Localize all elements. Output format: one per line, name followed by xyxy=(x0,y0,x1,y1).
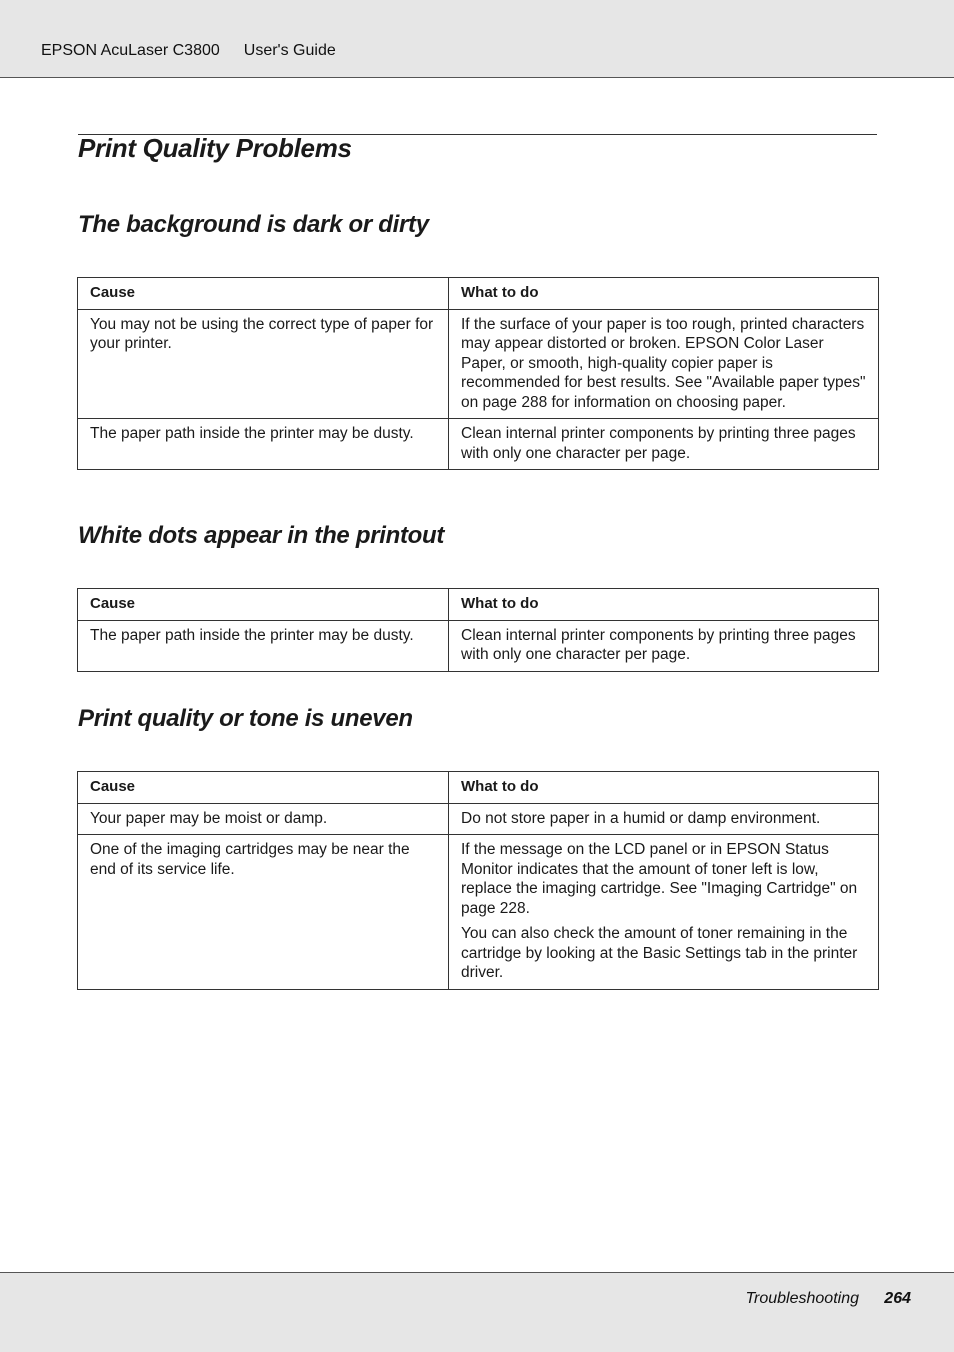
table-row xyxy=(78,620,879,671)
column-header-cause: Cause xyxy=(78,772,449,804)
section-heading-background: The background is dark or dirty xyxy=(78,211,429,238)
table-uneven-tone xyxy=(77,771,879,990)
guide-name: User's Guide xyxy=(243,42,336,59)
table-row xyxy=(78,309,879,419)
cause-cell: The paper path inside the printer may be dusty. xyxy=(78,419,449,470)
table-row xyxy=(78,419,879,470)
action-cell: If the surface of your paper is too rough, printed characters may appear distorted or broken. EPSON Color Laser Paper, or smooth, high-quality copier paper is recommended for best results. See "Available paper types" on page 288 for information on choosing paper. xyxy=(449,309,879,419)
action-cell xyxy=(449,835,879,990)
page-footer xyxy=(0,1272,954,1352)
cause-cell: You may not be using the correct type of paper for your printer. xyxy=(78,309,449,419)
cause-cell: Your paper may be moist or damp. xyxy=(78,803,449,835)
table-header-row xyxy=(78,589,879,621)
cause-cell: The paper path inside the printer may be dusty. xyxy=(78,620,449,671)
page-header xyxy=(0,0,954,78)
action-cell: Clean internal printer components by printing three pages with only one character per page. xyxy=(449,620,879,671)
column-header-cause: Cause xyxy=(78,278,449,310)
table-white-dots xyxy=(77,588,879,672)
table-header-row xyxy=(78,772,879,804)
table-background xyxy=(77,277,879,470)
action-paragraph: You can also check the amount of toner remaining in the cartridge by looking at the Basic Settings tab in the printer driver. xyxy=(461,925,858,981)
section-heading-uneven-tone: Print quality or tone is uneven xyxy=(78,705,413,732)
table-row xyxy=(78,835,879,990)
action-cell: Do not store paper in a humid or damp environment. xyxy=(449,803,879,835)
footer-section-name: Troubleshooting xyxy=(745,1290,859,1307)
column-header-what-to-do: What to do xyxy=(449,278,879,310)
column-header-what-to-do: What to do xyxy=(449,589,879,621)
action-cell: Clean internal printer components by printing three pages with only one character per page. xyxy=(449,419,879,470)
table-row xyxy=(78,803,879,835)
cause-cell: One of the imaging cartridges may be near the end of its service life. xyxy=(78,835,449,990)
action-paragraph: If the message on the LCD panel or in EPSON Status Monitor indicates that the amount of toner left is low, replace the imaging cartridge. See "Imaging Cartridge" on page 228. xyxy=(461,841,858,917)
table-header-row xyxy=(78,278,879,310)
header-title xyxy=(41,42,336,60)
page-number: 264 xyxy=(884,1290,911,1307)
product-name: EPSON AcuLaser C3800 xyxy=(41,42,220,59)
section-heading-white-dots: White dots appear in the printout xyxy=(78,522,445,549)
page-title: Print Quality Problems xyxy=(78,133,352,163)
column-header-what-to-do: What to do xyxy=(449,772,879,804)
column-header-cause: Cause xyxy=(78,589,449,621)
